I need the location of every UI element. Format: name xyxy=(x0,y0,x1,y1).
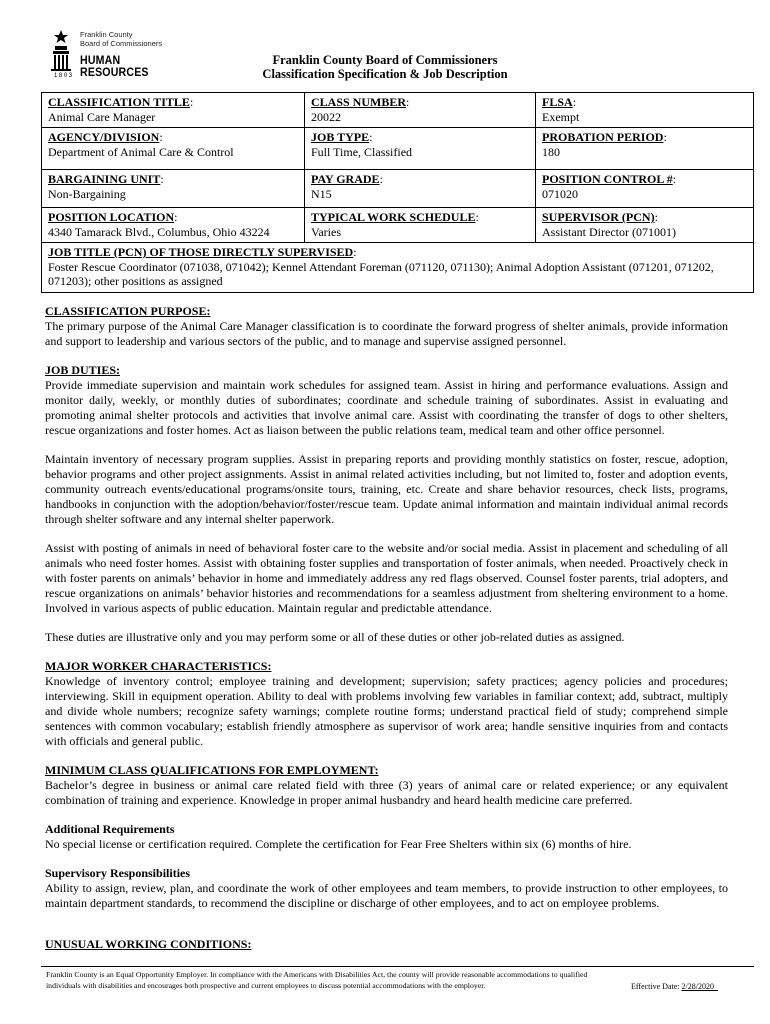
characteristics-text: Knowledge of inventory control; employee training and development; supervision; safety practices; agency policies and procedures; interviewing. Skill in equipment operation. Ability to deal with problems involving few variables in familiar context; add, subtract, multiply and divide whole numbers; recognize safety warnings; complete routine forms; understand practical field of study; comprehend simple sentences with common vocabulary; establish friendly atmosphere as supervisor of work area; handle sensitive inquiries from and contacts with officials and general public. xyxy=(45,674,728,748)
duties-paragraph: Provide immediate supervision and maintain work schedules for assigned team. Assist in hiring and performance evaluations. Assign and monitor daily, weekly, or monthly duties of subordinates; coordinate and schedule training of subordinates. Assist in evaluating and promoting animal shelter protocols and activities that involve animal care. Assist with coordinating the transfer of dogs to other shelters, rescue organizations and foster homes. Act as liaison between the public relations team, medical team and other office personnel. xyxy=(45,378,728,437)
bargaining-cell: BARGAINING UNIT: Non-Bargaining xyxy=(42,170,305,208)
job-type-cell: JOB TYPE: Full Time, Classified xyxy=(305,128,536,170)
characteristics-heading: MAJOR WORKER CHARACTERISTICS: xyxy=(45,659,272,673)
eeo-statement: Franklin County is an Equal Opportunity Employer. In compliance with the Americans with Disabilities Act, the county will provide reasonable accommodations to qualified individuals with disabilities and encourages both prospective and current employees to discuss potential accommodations with the employer. xyxy=(46,970,588,990)
position-control-cell: POSITION CONTROL #: 071020 xyxy=(536,170,754,208)
logo-year: 1803 xyxy=(54,73,74,79)
supervisory-heading: Supervisory Responsibilities xyxy=(45,866,191,880)
additional-heading: Additional Requirements xyxy=(45,822,175,836)
purpose-text: The primary purpose of the Animal Care Manager classification is to coordinate the forward progress of shelter animals, provide information and support to leadership and various sectors of the public, and to manage and supervise assigned personnel. xyxy=(45,319,728,348)
footer-divider xyxy=(41,966,754,967)
qualifications-heading: MINIMUM CLASS QUALIFICATIONS FOR EMPLOYMENT: xyxy=(45,763,379,777)
logo-org-name: Franklin County Board of Commissioners xyxy=(80,30,163,48)
logo-dept: HUMAN RESOURCES xyxy=(80,55,149,79)
qualifications-text: Bachelor’s degree in business or animal care related field with three (3) years of animal care or related experience; or any equivalent combination of training and experience. Knowledge in proper animal husbandry and heard health medicine care preferred. xyxy=(45,778,728,807)
info-table xyxy=(41,92,754,293)
document-body xyxy=(45,304,728,952)
probation-cell: PROBATION PERIOD: 180 xyxy=(536,128,754,170)
effective-date: Effective Date: 2/28/2020 xyxy=(631,982,714,991)
supervisory-text: Ability to assign, review, plan, and coordinate the work of other employees and team members, to provide instruction to other employees, to maintain department standards, to recommend the discipline or discharge of other employees, and to act on employee problems. xyxy=(45,881,728,910)
location-cell: POSITION LOCATION: 4340 Tamarack Blvd., Columbus, Ohio 43224 xyxy=(42,208,305,243)
duties-note: These duties are illustrative only and you may perform some or all of these duties or other job-related duties as assigned. xyxy=(45,630,625,644)
class-number-cell: CLASS NUMBER: 20022 xyxy=(305,93,536,128)
classification-title-cell: CLASSIFICATION TITLE: Animal Care Manager xyxy=(42,93,305,128)
purpose-heading: CLASSIFICATION PURPOSE: xyxy=(45,304,211,318)
unusual-heading: UNUSUAL WORKING CONDITIONS: xyxy=(45,937,252,951)
supervisor-cell: SUPERVISOR (PCN): Assistant Director (071001) xyxy=(536,208,754,243)
duties-paragraph: Assist with posting of animals in need of behavioral foster care to the website and/or social media. Assist in placement and scheduling of all animals who need foster homes. Assist with obtaining foster supplies and transportation of foster animals, when needed. Proactively check in with foster parents on animals’ behavior in home and immediately address any red flags observed. Counsel foster parents, trial adopters, and rescue organizations on animals’ behavior histories and recommendations for a seamless adjustment from sheltering environment to a home. Involved in various aspects of public education. Maintain regular and predictable attendance. xyxy=(45,541,728,615)
agency-cell: AGENCY/DIVISION: Department of Animal Care & Control xyxy=(42,128,305,170)
doc-subtitle: Classification Specification & Job Description xyxy=(262,67,508,81)
flsa-cell: FLSA: Exempt xyxy=(536,93,754,128)
pay-grade-cell: PAY GRADE: N15 xyxy=(305,170,536,208)
additional-text: No special license or certification required. Complete the certification for Fear Free Shelters within six (6) months of hire. xyxy=(45,837,632,851)
schedule-cell: TYPICAL WORK SCHEDULE: Varies xyxy=(305,208,536,243)
duties-paragraph: Maintain inventory of necessary program supplies. Assist in preparing reports and providing monthly statistics on foster, rescue, adoption, behavior programs and other project assignments. Assist in animal related activities including, but not limited to, foster and adoption events, community outreach events/educational programs/onsite tours, training, etc. Create and share behavior resources, check lists, programs, handbooks in conjunction with the adoption/behavior/foster/rescue team. Update animal information and maintain individual animal records through shelter software and any internal shelter paperwork. xyxy=(45,452,728,526)
duties-heading: JOB DUTIES: xyxy=(45,363,121,377)
doc-title: Franklin County Board of Commissioners xyxy=(272,53,498,67)
supervised-cell: JOB TITLE (PCN) OF THOSE DIRECTLY SUPERVISED: Foster Rescue Coordinator (071038, 071042); Kennel Attendant Foreman (071120, 071130); Animal Adoption Assistant (071201, 071202, 071203); other positions as assigned xyxy=(42,243,754,293)
